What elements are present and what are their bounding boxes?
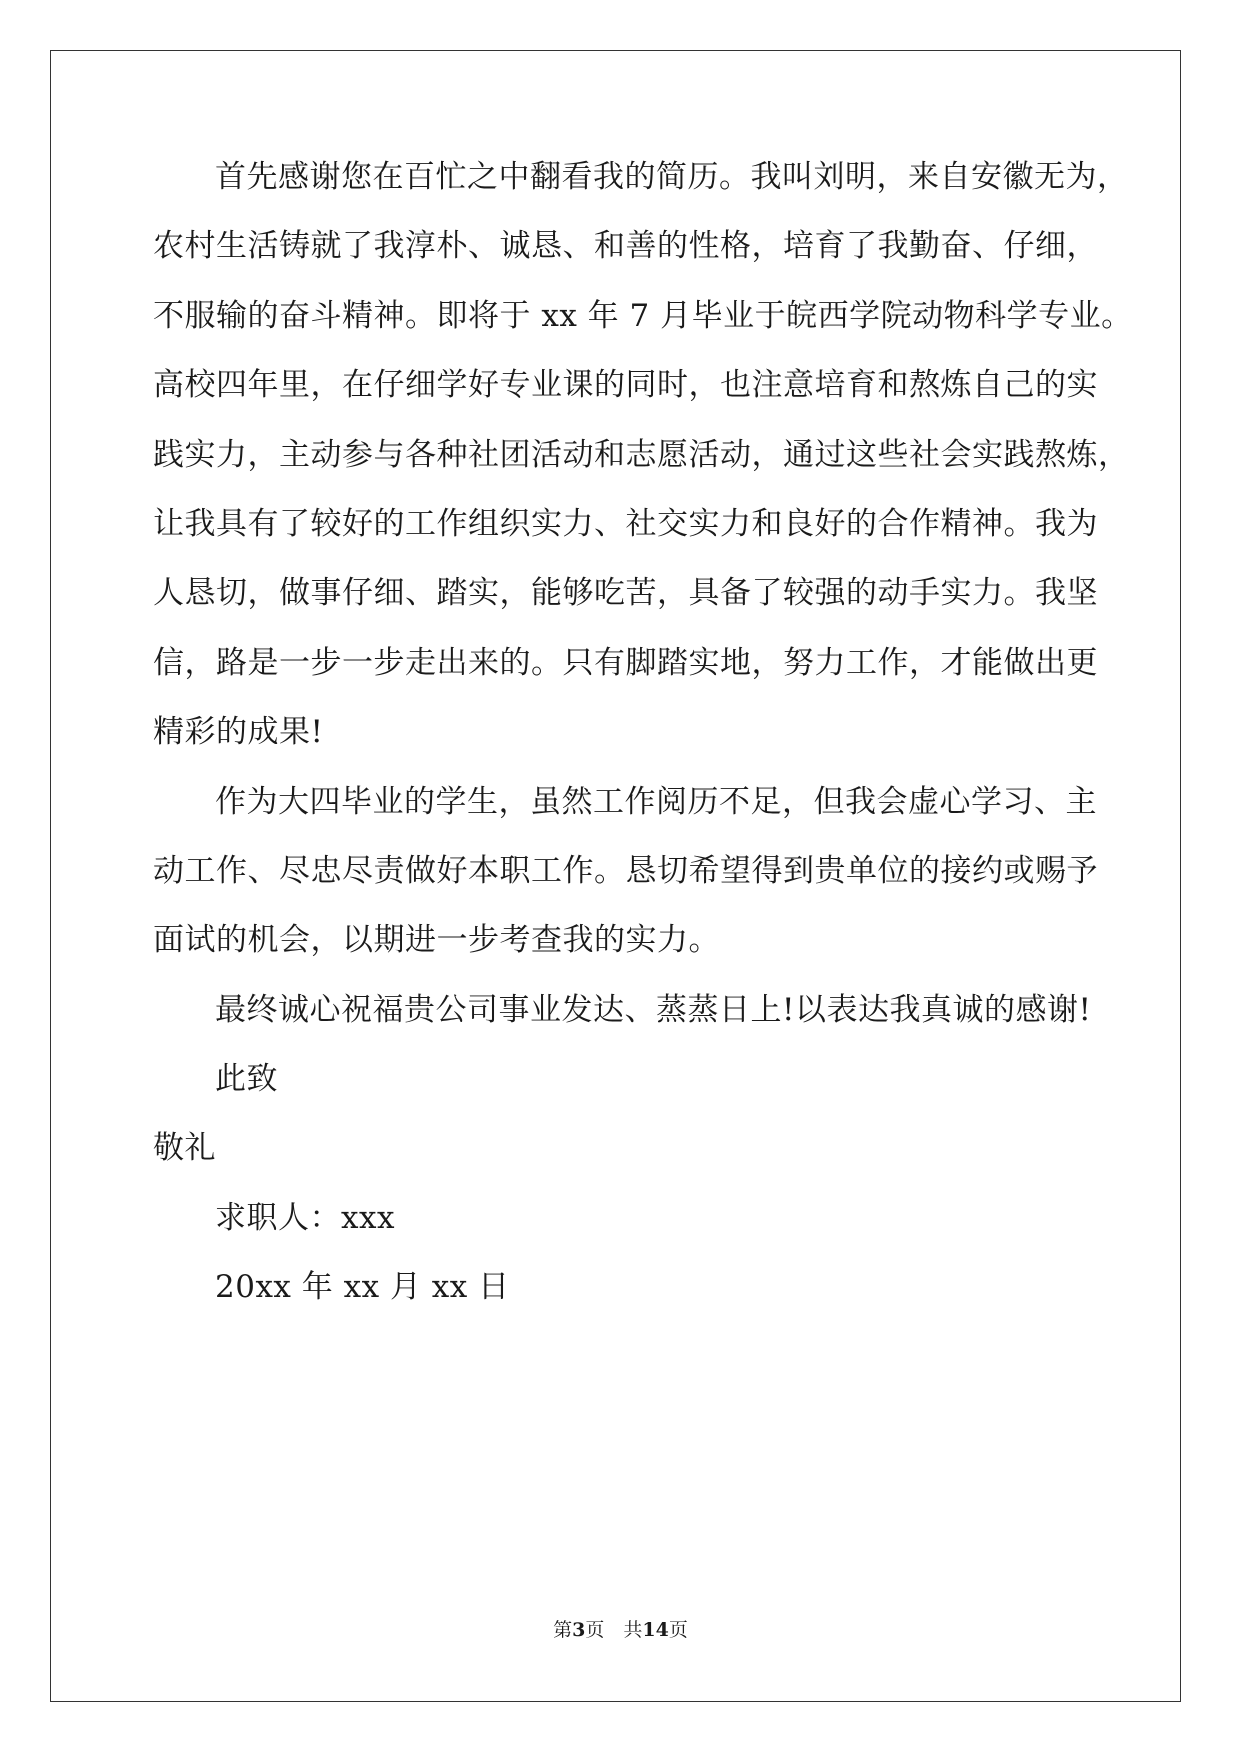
page-suffix: 页 <box>668 1619 688 1641</box>
paragraph-1-line-8: 信，路是一步一步走出来的。只有脚踏实地，努力工作，才能做出更 <box>153 645 1098 681</box>
paragraph-2-line-1: 作为大四毕业的学生，虽然工作阅历不足，但我会虚心学习、主 <box>215 784 1097 820</box>
date: 20xx 年 xx 月 xx 日 <box>215 1269 510 1305</box>
paragraph-1-line-1: 首先感谢您在百忙之中翻看我的简历。我叫刘明，来自安徽无为， <box>215 159 1129 195</box>
total-pages-number: 14 <box>642 1619 669 1641</box>
page-mid: 页 共 <box>585 1619 643 1641</box>
page-number-footer <box>0 1618 1241 1642</box>
paragraph-1-line-2: 农村生活铸就了我淳朴、诚恳、和善的性格，培育了我勤奋、仔细， <box>153 228 1098 264</box>
paragraph-1-line-4: 高校四年里，在仔细学好专业课的同时，也注意培育和熬炼自己的实 <box>153 367 1098 403</box>
paragraph-1-line-3: 不服输的奋斗精神。即将于 xx 年 7 月毕业于皖西学院动物科学专业。 <box>153 298 1133 334</box>
salutation: 此致 <box>215 1061 278 1097</box>
closing-wish: 最终诚心祝福贵公司事业发达、蒸蒸日上!以表达我真诚的感谢! <box>215 992 1092 1028</box>
signature: 求职人：xxx <box>215 1200 395 1236</box>
paragraph-1-line-6: 让我具有了较好的工作组织实力、社交实力和良好的合作精神。我为 <box>153 506 1098 542</box>
current-page-number: 3 <box>572 1619 586 1641</box>
paragraph-1-line-9: 精彩的成果! <box>153 714 324 750</box>
paragraph-2-line-3: 面试的机会，以期进一步考查我的实力。 <box>153 922 720 958</box>
regards: 敬礼 <box>153 1130 216 1166</box>
paragraph-1-line-7: 人恳切，做事仔细、踏实，能够吃苦，具备了较强的动手实力。我坚 <box>153 575 1098 611</box>
paragraph-1-line-5: 践实力，主动参与各种社团活动和志愿活动，通过这些社会实践熬炼， <box>153 437 1130 473</box>
paragraph-2-line-2: 动工作、尽忠尽责做好本职工作。恳切希望得到贵单位的接约或赐予 <box>153 853 1098 889</box>
page-prefix: 第 <box>553 1619 573 1641</box>
